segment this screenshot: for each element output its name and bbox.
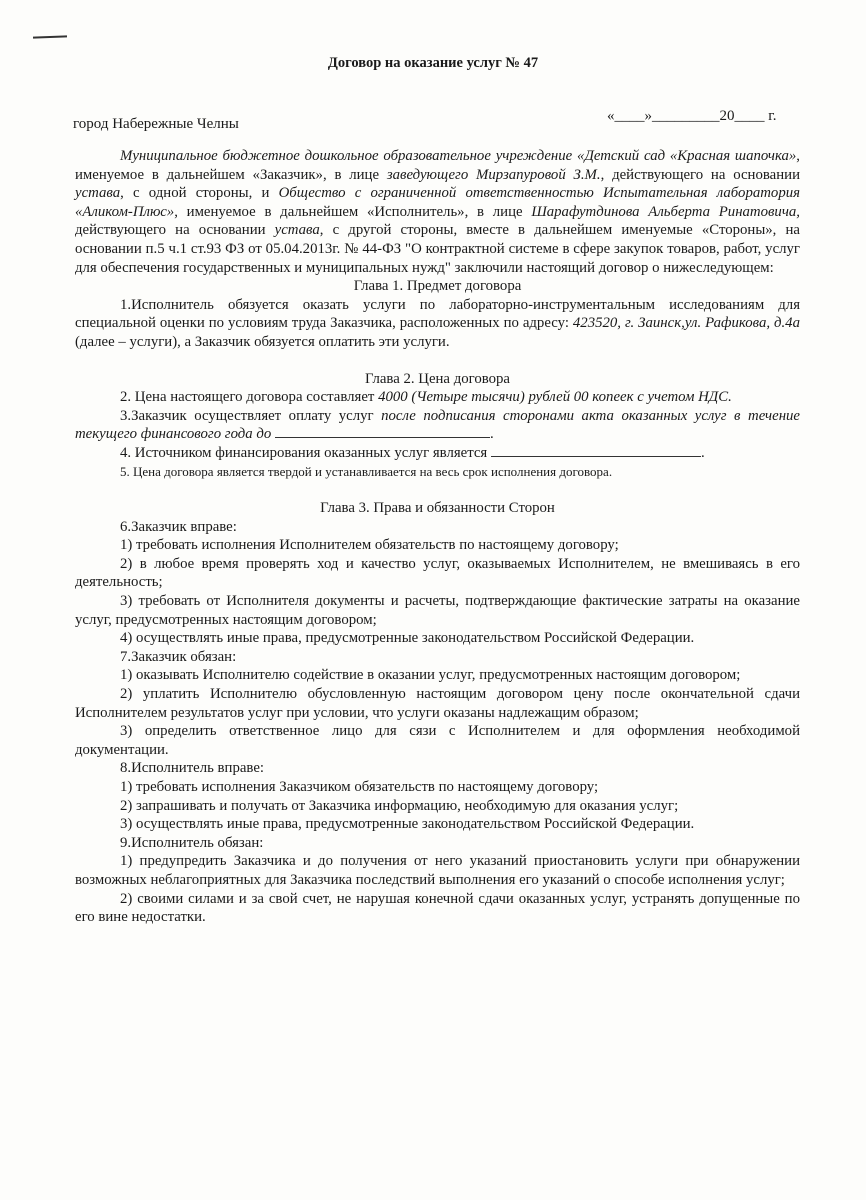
document-body — [75, 147, 800, 927]
chapter-1-heading: Глава 1. Предмет договора — [353, 278, 522, 295]
date-line: «____»_________20____ г. — [607, 108, 777, 124]
pen-mark — [33, 35, 67, 38]
clause-9-2: 2) своими силами и за свой счет, не нарушая конечной сдачи оказанных услуг, устранять допущенные по его вине недостатки. — [75, 890, 800, 926]
chapter-3-heading: Глава 3. Права и обязанности Сторон — [320, 500, 555, 517]
clause-6-2: 2) в любое время проверять ход и качество услуг, оказываемых Исполнителем, не вмешиваясь в его деятельность; — [75, 555, 800, 591]
clause-8-3: 3) осуществлять иные права, предусмотренные законодательством Российской Федерации. — [120, 816, 695, 833]
clause-3: 3.Заказчик осуществляет оплату услуг после подписания сторонами акта оказанных услуг в течение текущего финансового года до . — [75, 407, 800, 443]
clause-8-2: 2) запрашивать и получать от Заказчика информацию, необходимую для оказания услуг; — [120, 797, 679, 814]
clause-8: 8.Исполнитель вправе: — [120, 760, 265, 777]
clause-7-2: 2) уплатить Исполнителю обусловленную настоящим договором цену после окончательной сдачи Исполнителем результатов услуг при условии, что услуги оказаны надлежащим образом; — [75, 686, 800, 721]
city-line: город Набережные Челны — [73, 116, 239, 132]
clause-8-1: 1) требовать исполнения Заказчиком обязательств по настоящему договору; — [120, 779, 599, 795]
clause-7: 7.Заказчик обязан: — [120, 648, 237, 665]
clause-6: 6.Заказчик вправе: — [120, 518, 237, 535]
document-title: Договор на оказание услуг № 47 — [327, 55, 539, 71]
clause-6-4: 4) осуществлять иные права, предусмотренные законодательством Российской Федерации. — [120, 630, 695, 647]
clause-9: 9.Исполнитель обязан: — [120, 834, 264, 851]
clause-9-1: 1) предупредить Заказчика и до получения от него указаний приостановить услуги при обнаружении возможных неблагоприятных для Заказчика последствий выполнения его указаний о способе исполнения услуг; — [75, 853, 800, 888]
clause-5: 5. Цена договора является твердой и устанавливается на весь срок исполнения договора. — [120, 463, 613, 479]
clause-6-3: 3) требовать от Исполнителя документы и расчеты, подтверждающие фактические затраты на оказание услуг, предусмотренных настоящим договором; — [75, 593, 800, 628]
clause-1: 1.Исполнитель обязуется оказать услуги по лабораторно-инструментальным исследованиям для специальной оценки по условиям труда Заказчика, расположенных по адресу: 423520, г. Заинск,ул. Рафикова, д.4а (далее – услуги), а Заказчик обязуется оплатить эти услуги. — [75, 296, 800, 350]
clause-2: 2. Цена настоящего договора составляет 4000 (Четыре тысячи) рублей 00 копеек с учетом НДС. — [120, 389, 732, 406]
clause-7-1: 1) оказывать Исполнителю содействие в оказании услуг, предусмотренных настоящим договором; — [120, 667, 741, 684]
clause-4: 4. Источником финансирования оказанных услуг является . — [120, 444, 705, 461]
chapter-2-heading: Глава 2. Цена договора — [365, 370, 510, 387]
clause-7-3: 3) определить ответственное лицо для сязи с Исполнителем и для оформления необходимой документации. — [75, 723, 800, 758]
preamble: Муниципальное бюджетное дошкольное образовательное учреждение «Детский сад «Красная шапочка», именуемое в дальнейшем «Заказчик», в лице заведующего Мирзапуровой З.М., действующего на основании устава, с одной стороны, и Общество с ограниченной ответственностью Испытательная лаборатория «Аликом-Плюс», именуемое в дальнейшем «Исполнитель», в лице Шарафутдинова Альберта Ринатовича, действующего на основании устава, с другой стороны, вместе в дальнейшем именуемые «Стороны», на основании п.5 ч.1 ст.93 ФЗ от 05.04.2013г. № 44-ФЗ "О контрактной системе в сфере закупок товаров, работ, услуг для обеспечения государственных и муниципальных нужд" заключили настоящий договор о нижеследующем: — [75, 148, 801, 276]
clause-6-1: 1) требовать исполнения Исполнителем обязательств по настоящему договору; — [120, 537, 619, 554]
